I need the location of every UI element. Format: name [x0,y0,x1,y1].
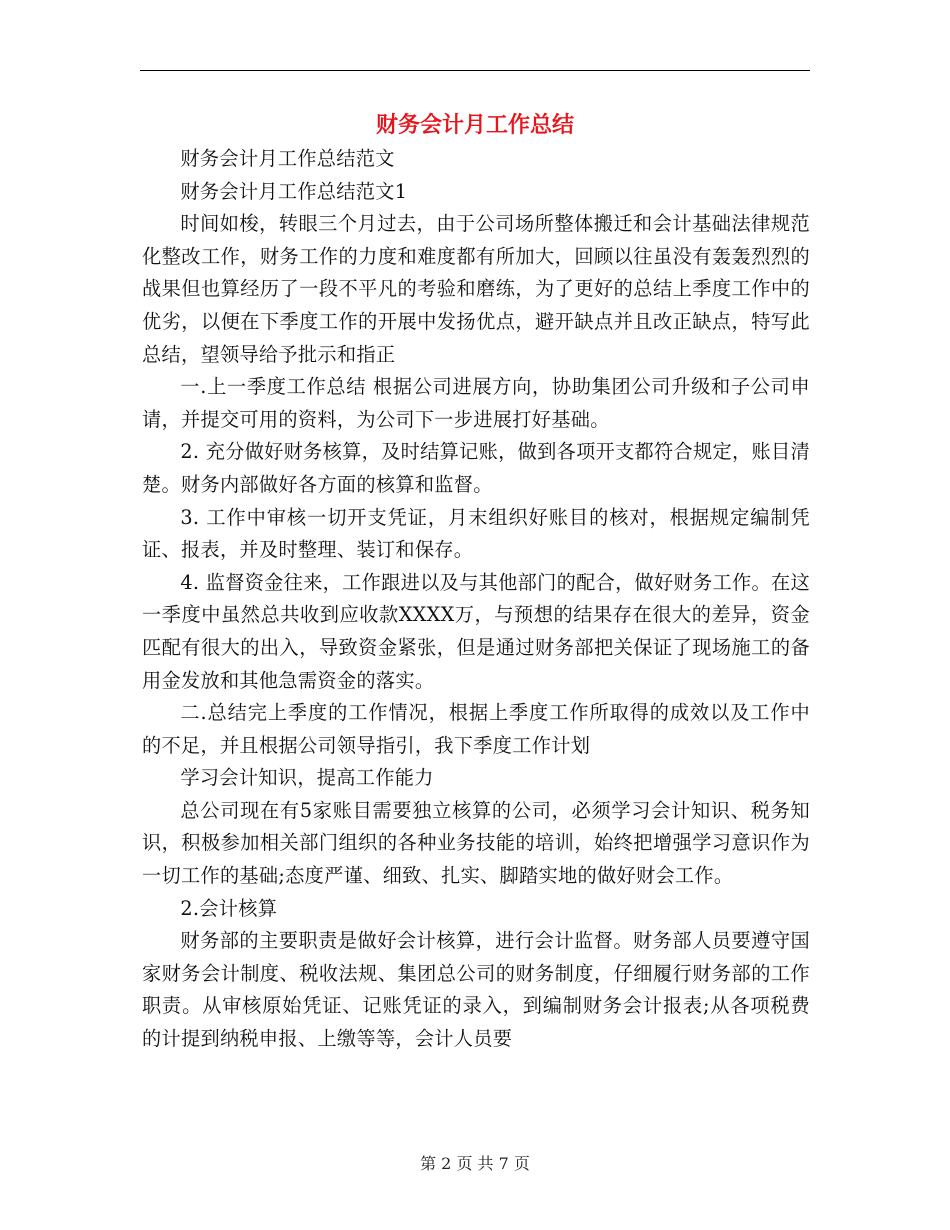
paragraph: 财务部的主要职责是做好会计核算，进行会计监督。财务部人员要遵守国家财务会计制度、税收法规、集团总公司的财务制度，仔细履行财务部的工作职责。从审核原始凭证、记账凭证的录入，到编制财务会计报表;从各项税费的计提到纳税申报、上缴等等，会计人员要 [142,929,810,1051]
paragraph: 时间如梭，转眼三个月过去，由于公司场所整体搬迁和会计基础法律规范化整改工作，财务工作的力度和难度都有所加大，回顾以往虽没有轰轰烈烈的战果但也算经历了一段不平凡的考验和磨练，为了更好的总结上季度工作中的优劣，以便在下季度工作的开展中发扬优点，避开缺点并且改正缺点，特写此总结，望领导给予批示和指正 [142,212,810,366]
paragraph: 4. 监督资金往来，工作跟进以及与其他部门的配合，做好财务工作。在这一季度中虽然总共收到应收款XXXX万，与预想的结果存在很大的差异，资金匹配有很大的出入，导致资金紧张，但是通过财务部把关保证了现场施工的备用金发放和其他急需资金的落实。 [142,570,810,692]
paragraph: 一.上一季度工作总结 根据公司进展方向，协助集团公司升级和子公司申请，并提交可用的资料，为公司下一步进展打好基础。 [142,375,810,431]
paragraph: 3. 工作中审核一切开支凭证，月末组织好账目的核对，根据规定编制凭证、报表，并及时整理、装订和保存。 [142,505,810,562]
document-title: 财务会计月工作总结 [375,112,574,138]
paragraph: 2. 充分做好财务核算，及时结算记账，做到各项开支都符合规定，账目清楚。财务内部做好各方面的核算和监督。 [142,440,810,496]
header-rule [140,70,810,71]
page-number-footer: 第 2 页 共 7 页 [420,1154,530,1173]
paragraph: 学习会计知识，提高工作能力 [180,766,434,790]
paragraph: 二.总结完上季度的工作情况，根据上季度工作所取得的成效以及工作中的不足，并且根据公司领导指引，我下季度工作计划 [142,701,810,757]
document-body [142,143,810,1056]
paragraph: 财务会计月工作总结范文 [180,147,395,170]
paragraph: 总公司现在有5家账目需要独立核算的公司，必须学习会计知识、税务知识，积极参加相关部门组织的各种业务技能的培训，始终把增强学习意识作为一切工作的基础;态度严谨、细致、扎实、脚踏实地的做好财会工作。 [142,798,810,888]
paragraph: 2.会计核算 [180,896,278,920]
paragraph: 财务会计月工作总结范文1 [180,179,408,203]
